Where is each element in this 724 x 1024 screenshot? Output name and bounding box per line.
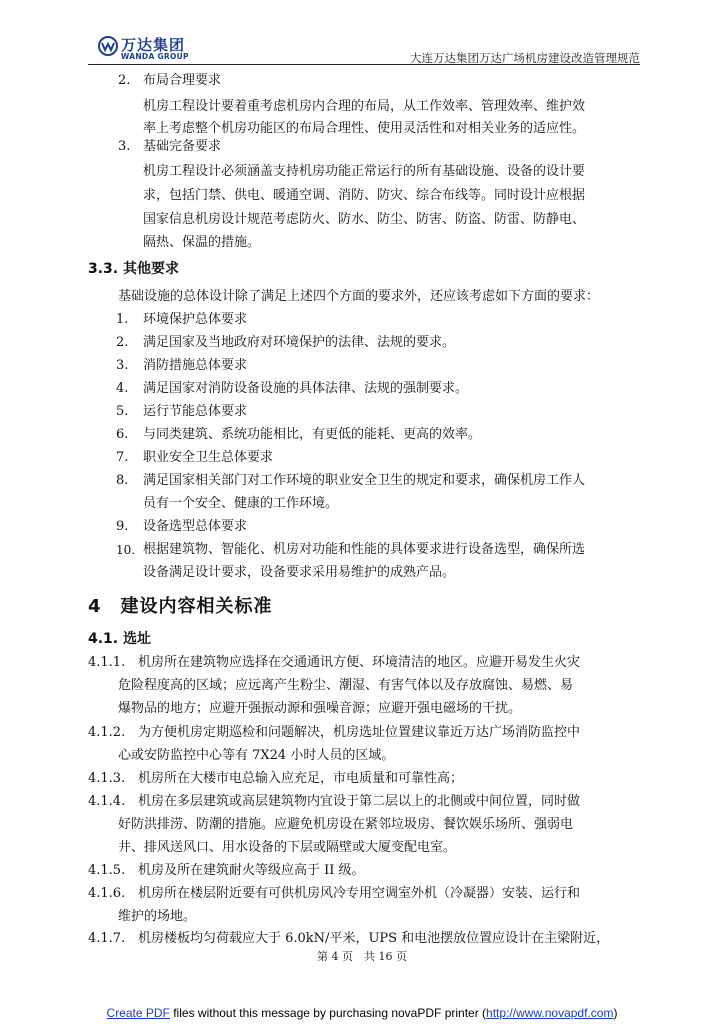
list-item: 运行节能总体要求 <box>143 404 248 419</box>
list-number: 3. <box>118 139 131 154</box>
list-item: 职业安全卫生总体要求 <box>143 450 274 465</box>
paragraph-line: 国家信息机房设计规范考虑防火、防水、防尘、防害、防盗、防雷、防静电、 <box>143 212 586 227</box>
pdf-watermark-banner <box>0 1006 724 1020</box>
list-number: 2. <box>116 335 129 350</box>
clause-number: 4.1.3. <box>88 771 126 786</box>
list-item: 与同类建筑、系统功能相比，有更低的能耗、更高的效率。 <box>143 427 482 442</box>
paragraph-line: 机房工程设计要着重考虑机房内合理的布局，从工作效率、管理效率、维护效 <box>143 99 586 114</box>
banner-text-end: ) <box>613 1006 618 1020</box>
list-item: 满足国家对消防设备设施的具体法律、法规的强制要求。 <box>143 381 469 396</box>
page-header <box>88 34 640 64</box>
document-title: 大连万达集团万达广场机房建设改造管理规范 <box>410 51 640 65</box>
clause-number: 4.1.5. <box>88 863 126 878</box>
paragraph-line: 机房及所在建筑耐火等级应高于 II 级。 <box>138 863 365 878</box>
paragraph-line: 为方便机房定期巡检和问题解决，机房选址位置建议靠近万达广场消防监控中 <box>138 725 581 740</box>
section-heading-3-3: 3.3. 其他要求 <box>88 261 179 277</box>
section-heading-4-1: 4.1. 选址 <box>88 631 151 647</box>
logo-english-text: WANDA GROUP <box>121 52 189 61</box>
list-item-heading: 布局合理要求 <box>143 73 222 88</box>
paragraph-line: 爆物品的地方；应避开强振动源和强噪音源；应避开强电磁场的干扰。 <box>118 701 522 716</box>
list-item: 根据建筑物、智能化、机房对功能和性能的具体要求进行设备选型，确保所选 <box>143 542 586 557</box>
clause-number: 4.1.6. <box>88 886 126 901</box>
paragraph-line: 井、排风送风口、用水设备的下层或隔壁或大厦变配电室。 <box>118 840 457 855</box>
paragraph-line: 率上考虑整个机房功能区的布局合理性、使用灵活性和对相关业务的适应性。 <box>143 121 586 136</box>
header-divider <box>88 64 640 65</box>
create-pdf-link[interactable]: Create PDF <box>106 1006 170 1020</box>
list-number: 7. <box>116 450 129 465</box>
clause-number: 4.1.4. <box>88 794 126 809</box>
list-item: 环境保护总体要求 <box>143 312 248 327</box>
list-number: 2. <box>118 73 131 88</box>
paragraph-line: 基础设施的总体设计除了满足上述四个方面的要求外，还应该考虑如下方面的要求： <box>118 289 600 304</box>
page-footer <box>0 948 724 964</box>
paragraph-line: 机房所在大楼市电总输入应充足，市电质量和可靠性高； <box>138 771 464 786</box>
paragraph-line: 机房所在建筑物应选择在交通通讯方便、环境清洁的地区。应避开易发生火灾 <box>138 655 581 670</box>
paragraph-line: 危险程度高的区域；应远离产生粉尘、潮湿、有害气体以及存放腐蚀、易燃、易 <box>118 678 574 693</box>
list-number: 6. <box>116 427 129 442</box>
list-item: 满足国家相关部门对工作环境的职业安全卫生的规定和要求，确保机房工作人 <box>143 473 586 488</box>
list-item-continuation: 员有一个安全、健康的工作环境。 <box>143 496 339 511</box>
paragraph-line: 机房在多层建筑或高层建筑物内宜设于第二层以上的北侧或中间位置，同时做 <box>138 794 581 809</box>
clause-number: 4.1.1. <box>88 655 126 670</box>
paragraph-line: 机房工程设计必须涵盖支持机房功能正常运行的所有基础设施、设备的设计要 <box>143 164 586 179</box>
list-number: 10. <box>116 543 136 557</box>
list-number: 8. <box>116 473 129 488</box>
list-item: 设备选型总体要求 <box>143 519 248 534</box>
chapter-heading-4: 4 建设内容相关标准 <box>88 596 273 617</box>
wanda-logo-icon <box>98 36 118 56</box>
list-number: 3. <box>116 358 129 373</box>
clause-number: 4.1.2. <box>88 725 126 740</box>
paragraph-line: 机房所在楼层附近要有可供机房风冷专用空调室外机（冷凝器）安装、运行和 <box>138 886 581 901</box>
novapdf-url-link[interactable]: http://www.novapdf.com <box>486 1006 614 1020</box>
logo-chinese-text: 万达集团 <box>121 36 186 54</box>
list-number: 1. <box>116 312 129 327</box>
paragraph-line: 机房楼板均匀荷载应大于 6.0kN/平米，UPS 和电池摆放位置应设计在主梁附近， <box>138 931 610 946</box>
list-item-heading: 基础完备要求 <box>143 139 222 154</box>
clause-number: 4.1.7. <box>88 931 126 946</box>
list-item: 消防措施总体要求 <box>143 358 248 373</box>
banner-text: files without this message by purchasing novaPDF printer ( <box>169 1006 487 1020</box>
paragraph-line: 求，包括门禁、供电、暖通空调、消防、防灾、综合布线等。同时设计应根据 <box>143 188 586 203</box>
paragraph-line: 维护的场地。 <box>118 909 197 924</box>
paragraph-line: 隔热、保温的措施。 <box>143 235 261 250</box>
page-number: 第 4 页 共 16 页 <box>317 950 407 963</box>
list-number: 5. <box>116 404 129 419</box>
paragraph-line: 心或安防监控中心等有 7X24 小时人员的区域。 <box>118 748 395 763</box>
list-number: 9. <box>116 519 129 534</box>
list-item-continuation: 设备满足设计要求，设备要求采用易维护的成熟产品。 <box>143 565 456 580</box>
paragraph-line: 好防洪排涝、防潮的措施。应避免机房设在紧邻垃圾房、餐饮娱乐场所、强弱电 <box>118 817 574 832</box>
list-number: 4. <box>116 381 129 396</box>
list-item: 满足国家及当地政府对环境保护的法律、法规的要求。 <box>143 335 456 350</box>
